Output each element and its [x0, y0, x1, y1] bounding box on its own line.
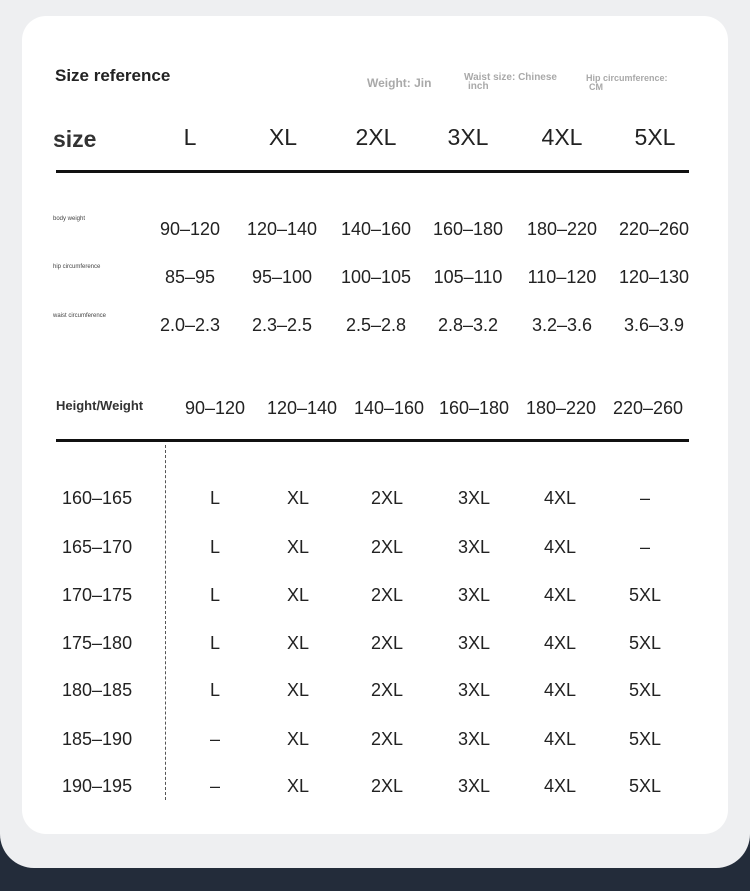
size-grid-cell: 3XL: [457, 585, 491, 605]
size-header-xl: XL: [268, 124, 298, 150]
size-header-l: L: [183, 124, 197, 150]
size-table-cell: 3.2–3.6: [531, 315, 593, 335]
size-table-cell: 3.6–3.9: [623, 315, 685, 335]
size-grid-cell: L: [209, 488, 221, 508]
size-grid-cell: –: [639, 488, 651, 508]
size-grid-cell: 2XL: [370, 680, 404, 700]
size-header-2xl: 2XL: [355, 124, 397, 150]
size-grid-cell: 3XL: [457, 633, 491, 653]
height-row-label: 175–180: [62, 633, 133, 653]
size-grid-cell: 3XL: [457, 537, 491, 557]
size-grid-cell: 3XL: [457, 488, 491, 508]
legend-waist: [464, 73, 557, 91]
size-grid-cell: 4XL: [543, 776, 577, 796]
size-header-divider: [56, 170, 689, 173]
size-grid-cell: –: [209, 776, 221, 796]
size-grid-cell: 4XL: [543, 585, 577, 605]
height-weight-header-label: Height/Weight: [56, 398, 144, 413]
size-grid-cell: 2XL: [370, 776, 404, 796]
legend-hip-line2: CM: [589, 82, 603, 92]
size-grid-cell: 2XL: [370, 585, 404, 605]
size-grid-cell: XL: [286, 633, 310, 653]
size-grid-cell: –: [209, 729, 221, 749]
page-title: Size reference: [55, 66, 171, 85]
height-row-label: 180–185: [62, 680, 133, 700]
size-table-cell: 90–120: [159, 219, 221, 239]
size-grid-cell: 3XL: [457, 680, 491, 700]
height-row-label: 170–175: [62, 585, 133, 605]
size-grid-cell: 3XL: [457, 729, 491, 749]
size-grid-cell: 4XL: [543, 680, 577, 700]
size-row-label: hip circumference: [53, 264, 101, 270]
size-grid-cell: 2XL: [370, 537, 404, 557]
size-table-cell: 220–260: [618, 219, 690, 239]
size-grid-cell: 5XL: [628, 633, 662, 653]
size-table-cell: 140–160: [340, 219, 412, 239]
size-table-cell: 85–95: [164, 267, 216, 287]
height-weight-header-divider: [56, 439, 689, 442]
legend-hip: [586, 74, 668, 92]
legend-hip-line1: Hip circumference:: [586, 73, 668, 83]
weight-column-header: 160–180: [438, 398, 510, 418]
height-column-divider: [165, 445, 166, 800]
size-grid-cell: 2XL: [370, 633, 404, 653]
size-grid-cell: 4XL: [543, 488, 577, 508]
size-grid-cell: XL: [286, 680, 310, 700]
size-grid-cell: XL: [286, 488, 310, 508]
size-grid-cell: XL: [286, 729, 310, 749]
weight-column-header: 90–120: [184, 398, 246, 418]
size-grid-cell: XL: [286, 776, 310, 796]
size-header-4xl: 4XL: [541, 124, 583, 150]
size-table-cell: 110–120: [527, 267, 597, 287]
weight-column-header: 220–260: [612, 398, 684, 418]
size-grid-cell: 4XL: [543, 537, 577, 557]
size-header-3xl: 3XL: [447, 124, 489, 150]
height-row-label: 160–165: [62, 488, 133, 508]
size-table-cell: 2.0–2.3: [159, 315, 221, 335]
size-grid-cell: 3XL: [457, 776, 491, 796]
size-table-cell: 2.8–3.2: [437, 315, 499, 335]
size-table-cell: 100–105: [340, 267, 412, 287]
weight-column-header: 120–140: [266, 398, 338, 418]
size-grid-cell: L: [209, 680, 221, 700]
height-row-label: 190–195: [62, 776, 133, 796]
size-header-5xl: 5XL: [634, 124, 676, 150]
size-grid-cell: 4XL: [543, 729, 577, 749]
size-grid-cell: XL: [286, 585, 310, 605]
size-grid-cell: L: [209, 537, 221, 557]
size-grid-cell: 5XL: [628, 680, 662, 700]
size-row-label: waist circumference: [53, 313, 107, 319]
size-table-cell: 120–130: [618, 267, 690, 287]
size-grid-cell: 2XL: [370, 488, 404, 508]
legend-waist-line2: inch: [468, 81, 489, 92]
legend-weight: Weight: Jin: [367, 76, 432, 90]
size-grid-cell: 5XL: [628, 776, 662, 796]
size-header-label: size: [53, 126, 97, 152]
height-row-label: 185–190: [62, 729, 133, 749]
size-row-label: body weight: [53, 216, 86, 222]
weight-column-header: 140–160: [353, 398, 425, 418]
size-table-cell: 105–110: [433, 267, 503, 287]
weight-column-header: 180–220: [525, 398, 597, 418]
legend-waist-line1: Waist size: Chinese: [464, 72, 557, 83]
size-grid-cell: –: [639, 537, 651, 557]
size-table-cell: 2.5–2.8: [345, 315, 407, 335]
size-table-cell: 2.3–2.5: [251, 315, 313, 335]
size-grid-cell: 4XL: [543, 633, 577, 653]
size-grid-cell: 2XL: [370, 729, 404, 749]
height-row-label: 165–170: [62, 537, 133, 557]
size-grid-cell: 5XL: [628, 729, 662, 749]
size-table-cell: 120–140: [246, 219, 318, 239]
size-table-cell: 180–220: [526, 219, 598, 239]
size-grid-cell: L: [209, 585, 221, 605]
size-grid-cell: 5XL: [628, 585, 662, 605]
size-grid-cell: L: [209, 633, 221, 653]
size-table-cell: 95–100: [251, 267, 313, 287]
size-grid-cell: XL: [286, 537, 310, 557]
size-table-cell: 160–180: [432, 219, 504, 239]
